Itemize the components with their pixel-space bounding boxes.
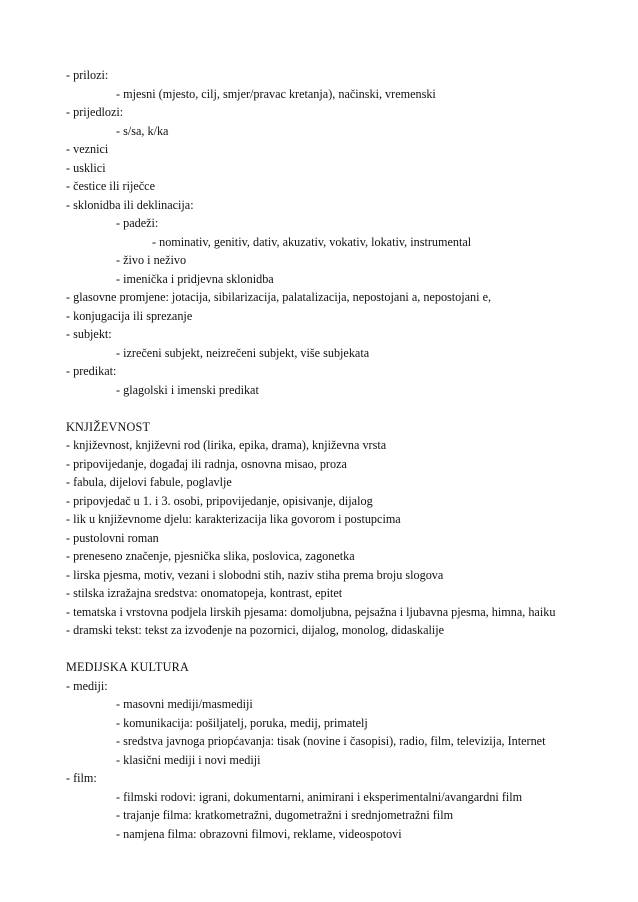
- literature-section: [66, 418, 574, 640]
- list-item: - filmski rodovi: igrani, dokumentarni, animirani i eksperimentalni/avangardni film: [116, 789, 523, 804]
- list-item: - mjesni (mjesto, cilj, smjer/pravac kretanja), načinski, vremenski: [116, 86, 436, 101]
- list-item: - masovni mediji/masmediji: [116, 697, 253, 711]
- list-item: - glagolski i imenski predikat: [116, 382, 259, 397]
- list-item: - izrečeni subjekt, neizrečeni subjekt, više subjekata: [116, 345, 370, 360]
- list-item: - sklonidba ili deklinacija:: [66, 197, 194, 212]
- list-item: - prilozi:: [66, 68, 109, 82]
- page-content: [66, 66, 574, 843]
- list-item: - lik u književnome djelu: karakterizacija lika govorom i postupcima: [66, 512, 401, 526]
- grammar-list: [66, 66, 574, 399]
- list-item: - preneseno značenje, pjesnička slika, poslovica, zagonetka: [66, 549, 355, 563]
- list-item: - subjekt:: [66, 327, 112, 341]
- list-item: - živo i neživo: [116, 253, 187, 267]
- list-item: - namjena filma: obrazovni filmovi, reklame, videospotovi: [116, 826, 402, 841]
- list-item: - lirska pjesma, motiv, vezani i slobodni stih, naziv stiha prema broju slogova: [66, 567, 444, 582]
- list-item: - sredstva javnoga priopćavanja: tisak (novine i časopisi), radio, film, televizija, Internet: [116, 734, 546, 748]
- media-section: [66, 658, 574, 843]
- section-heading: KNJIŽEVNOST: [66, 419, 151, 434]
- list-item: - nominativ, genitiv, dativ, akuzativ, vokativ, lokativ, instrumental: [152, 234, 472, 249]
- section-heading: MEDIJSKA KULTURA: [66, 660, 189, 674]
- list-item: - prijedlozi:: [66, 105, 124, 119]
- list-item: - klasični mediji i novi mediji: [116, 752, 261, 767]
- list-item: - pripovjedač u 1. i 3. osobi, pripovijedanje, opisivanje, dijalog: [66, 493, 373, 508]
- list-item: - trajanje filma: kratkometražni, dugometražni i srednjometražni film: [116, 808, 454, 822]
- list-item: - konjugacija ili sprezanje: [66, 308, 193, 323]
- list-item: - veznici: [66, 142, 109, 156]
- list-item: - imenička i pridjevna sklonidba: [116, 271, 274, 286]
- list-item: - fabula, dijelovi fabule, poglavlje: [66, 475, 232, 489]
- section-spacer: [66, 640, 574, 659]
- list-item: - padeži:: [116, 216, 159, 230]
- list-item: - čestice ili riječce: [66, 179, 155, 193]
- list-item: - s/sa, k/ka: [116, 123, 169, 138]
- list-item: - komunikacija: pošiljatelj, poruka, medij, primatelj: [116, 715, 368, 730]
- list-item: - književnost, književni rod (lirika, epika, drama), književna vrsta: [66, 438, 387, 452]
- list-item: - predikat:: [66, 364, 117, 378]
- list-item: - pustolovni roman: [66, 530, 159, 545]
- list-item: - dramski tekst: tekst za izvođenje na pozornici, dijalog, monolog, didaskalije: [66, 623, 445, 637]
- list-item: - mediji:: [66, 678, 108, 693]
- list-item: - film:: [66, 771, 97, 785]
- list-item: - usklici: [66, 160, 106, 175]
- list-item: - tematska i vrstovna podjela lirskih pjesama: domoljubna, pejsažna i ljubavna pjesma, himna, haiku: [66, 604, 556, 619]
- list-item: - pripovijedanje, događaj ili radnja, osnovna misao, proza: [66, 456, 347, 471]
- list-item: - glasovne promjene: jotacija, sibilarizacija, palatalizacija, nepostojani a, nepostojani e,: [66, 290, 492, 304]
- list-item: - stilska izražajna sredstva: onomatopeja, kontrast, epitet: [66, 586, 343, 600]
- section-spacer: [66, 399, 574, 418]
